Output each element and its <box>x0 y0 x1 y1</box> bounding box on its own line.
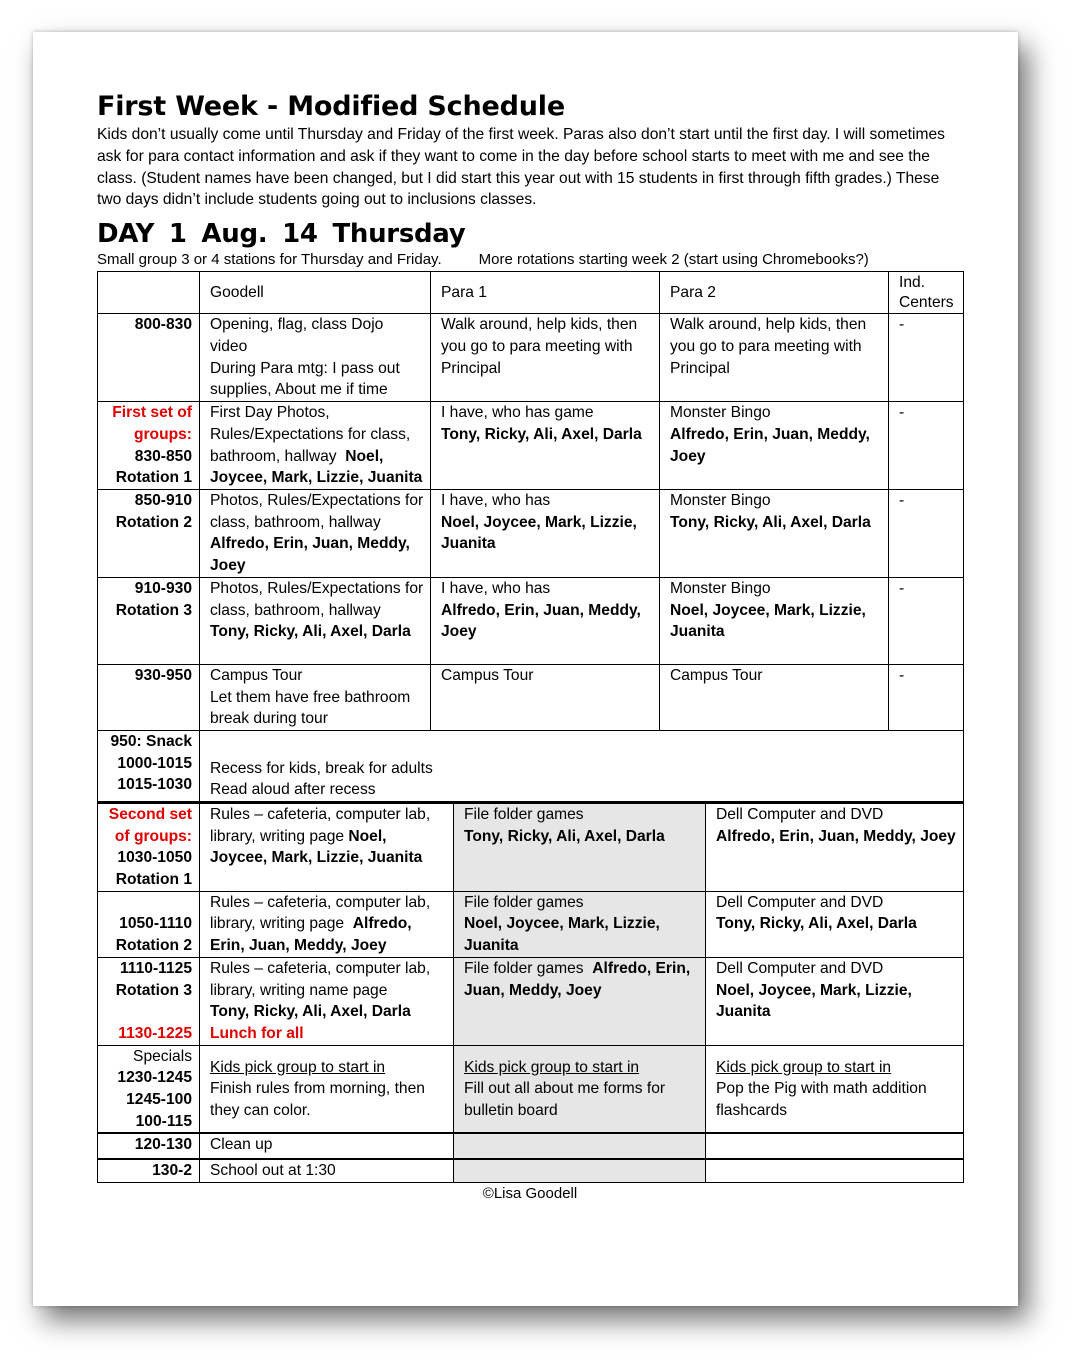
schedule-table <box>97 271 964 802</box>
student-names: Alfredo, Erin, Juan, Meddy, Joey <box>441 601 641 641</box>
para1-cell <box>431 490 660 578</box>
cell-text: Photos, Rules/Expectations for class, bathroom, hallway <box>210 492 424 531</box>
row-time <box>98 891 200 957</box>
rotation-label: Rotation 1 <box>115 871 192 889</box>
table-row <box>98 891 964 957</box>
student-names: Noel, Joycee, Mark, Lizzie, Juanita <box>716 981 912 1021</box>
para1-cell <box>454 1133 706 1159</box>
goodell-cell <box>200 664 431 730</box>
student-names: Noel, Joycee, Mark, Lizzie, Juanita <box>210 827 423 867</box>
para2-cell <box>706 957 964 1045</box>
student-names: Tony, Ricky, Ali, Axel, Darla <box>670 513 871 531</box>
student-names: Noel, Joycee, Mark, Lizzie, Juanita <box>464 915 660 955</box>
goodell-cell <box>200 490 431 578</box>
para1-cell <box>431 577 660 664</box>
cell-text: Finish rules from morning, then they can color. <box>210 1080 425 1119</box>
para2-cell: Walk around, help kids, then you go to para meeting with Principal <box>660 314 889 402</box>
cell-text: Let them have free bathroom break during tour <box>210 688 411 728</box>
student-names: Alfredo, Erin, Juan, Meddy, Joey <box>716 827 956 845</box>
cell-text: Opening, flag, class Dojo video <box>210 316 384 355</box>
goodell-cell <box>200 957 454 1045</box>
time-range: 1000-1015 <box>117 754 192 772</box>
student-names: Alfredo, Erin, Juan, Meddy, Joey <box>210 535 410 575</box>
cell-text: First Day Photos, Rules/Expectations for class, bathroom, hallway <box>210 404 411 465</box>
rotation-label: Rotation 3 <box>115 981 192 999</box>
rotation-label: Rotation 1 <box>115 469 192 487</box>
cell-text: Dell Computer and DVD <box>716 893 884 911</box>
group-label: First set of groups: <box>112 404 192 443</box>
cell-text: Recess for kids, break for adults <box>210 759 433 777</box>
student-names: Tony, Ricky, Ali, Axel, Darla <box>210 1003 411 1021</box>
cell-text: Fill out all about me forms for bulletin board <box>464 1080 666 1119</box>
subnote-right: More rotations starting week 2 (start using Chromebooks?) <box>478 251 869 269</box>
pick-group-note: Kids pick group to start in <box>464 1058 640 1076</box>
cell-text: File folder games <box>464 805 584 823</box>
para2-cell: Campus Tour <box>660 664 889 730</box>
row-time <box>98 490 200 578</box>
ind-cell: - <box>889 402 964 490</box>
para2-cell <box>660 402 889 490</box>
row-time <box>98 577 200 664</box>
para2-cell <box>706 1045 964 1133</box>
student-names: Tony, Ricky, Ali, Axel, Darla <box>441 425 642 443</box>
header-time <box>98 272 200 314</box>
student-names: Alfredo, Erin, Juan, Meddy, Joey <box>210 915 412 955</box>
student-names: Alfredo, Erin, Juan, Meddy, Joey <box>464 959 691 999</box>
student-names: Noel, Joycee, Mark, Lizzie, Juanita <box>441 513 637 553</box>
time-range: 1245-100 <box>126 1091 192 1109</box>
para2-cell <box>706 803 964 891</box>
header-ind: Ind. <box>899 273 926 291</box>
para1-cell <box>454 803 706 891</box>
rotation-label: Rotation 3 <box>115 601 192 619</box>
para2-cell <box>660 577 889 664</box>
recess-cell <box>200 730 964 801</box>
rotation-label: Rotation 2 <box>115 513 192 531</box>
student-names: Noel, Joycee, Mark, Lizzie, Juanita <box>210 447 423 487</box>
document-page <box>33 32 1018 1306</box>
table-row <box>98 730 964 801</box>
cell-text: I have, who has <box>441 579 551 597</box>
student-names: Tony, Ricky, Ali, Axel, Darla <box>716 915 917 933</box>
student-names: Alfredo, Erin, Juan, Meddy, Joey <box>670 425 870 465</box>
specials-label: Specials <box>133 1047 192 1065</box>
header-para1: Para 1 <box>431 272 660 314</box>
table-row <box>98 1045 964 1133</box>
cell-text: Rules – cafeteria, computer lab, library, writing page <box>210 805 431 845</box>
time-range: 950: Snack <box>110 732 192 750</box>
time-range: 1030-1050 <box>117 849 192 867</box>
subnote <box>97 251 963 269</box>
time-range: 850-910 <box>134 492 192 509</box>
para2-cell <box>706 1159 964 1182</box>
cell-text: Dell Computer and DVD <box>716 959 884 977</box>
table-row <box>98 957 964 1045</box>
para1-cell <box>454 1159 706 1182</box>
cell-text: File folder games <box>464 893 584 911</box>
cell-text: Rules – cafeteria, computer lab, library, writing name page <box>210 959 431 999</box>
para1-cell <box>454 957 706 1045</box>
row-time: 120-130 <box>98 1133 200 1159</box>
student-names: Tony, Ricky, Ali, Axel, Darla <box>210 623 411 641</box>
pick-group-note: Kids pick group to start in <box>210 1058 386 1076</box>
ind-cell: - <box>889 664 964 730</box>
para2-cell <box>660 490 889 578</box>
para1-cell <box>454 891 706 957</box>
goodell-cell <box>200 803 454 891</box>
header-centers: Centers <box>899 293 954 311</box>
row-time: 800-830 <box>98 314 200 402</box>
student-names: Noel, Joycee, Mark, Lizzie, Juanita <box>670 601 866 641</box>
time-range: 1230-1245 <box>117 1069 192 1087</box>
cell-text: Monster Bingo <box>670 579 771 597</box>
cell-text: Photos, Rules/Expectations for class, bathroom, hallway <box>210 579 424 619</box>
cell-text: File folder games <box>464 959 584 977</box>
pick-group-note: Kids pick group to start in <box>716 1058 892 1076</box>
time-range: 910-930 <box>134 579 192 597</box>
header-para2: Para 2 <box>660 272 889 314</box>
para2-cell <box>706 891 964 957</box>
lunch-time: 1130-1225 <box>118 1024 192 1042</box>
para1-cell <box>431 402 660 490</box>
goodell-cell: School out at 1:30 <box>200 1159 454 1182</box>
para1-cell <box>454 1045 706 1133</box>
student-names: Tony, Ricky, Ali, Axel, Darla <box>464 827 665 845</box>
row-time <box>98 730 200 801</box>
ind-cell: - <box>889 577 964 664</box>
row-time: 930-950 <box>98 664 200 730</box>
goodell-cell <box>200 1045 454 1133</box>
copyright-footer: ©Lisa Goodell <box>482 1185 578 1203</box>
table-row <box>98 577 964 664</box>
cell-text: Read aloud after recess <box>210 781 376 799</box>
lunch-label: Lunch for all <box>210 1024 304 1042</box>
cell-text: Monster Bingo <box>670 404 771 422</box>
header-goodell: Goodell <box>200 272 431 314</box>
table-row <box>98 803 964 891</box>
cell-text: Pop the Pig with math addition flashcards <box>716 1080 927 1119</box>
para1-cell: Campus Tour <box>431 664 660 730</box>
table-row <box>98 314 964 402</box>
cell-text: Rules – cafeteria, computer lab, library, writing page <box>210 893 431 933</box>
table-row <box>98 1133 964 1159</box>
row-time <box>98 957 200 1045</box>
para2-cell <box>706 1133 964 1159</box>
ind-cell: - <box>889 490 964 578</box>
goodell-cell <box>200 891 454 957</box>
table-row <box>98 1159 964 1182</box>
page-title: First Week - Modified Schedule <box>97 91 565 122</box>
time-range: 100-115 <box>135 1112 192 1130</box>
goodell-cell: Clean up <box>200 1133 454 1159</box>
ind-cell: - <box>889 314 964 402</box>
cell-text: Campus Tour <box>210 666 303 684</box>
group-label: Second set of groups: <box>108 805 192 845</box>
header-ind-centers <box>889 272 964 314</box>
time-range: 1110-1125 <box>120 959 192 977</box>
goodell-cell <box>200 577 431 664</box>
schedule-table-lower <box>97 802 964 1183</box>
cell-text: During Para mtg: I pass out supplies, About me if time <box>210 359 400 399</box>
time-range: 1050-1110 <box>119 915 192 933</box>
time-range: 830-850 <box>134 447 192 465</box>
table-row <box>98 490 964 578</box>
cell-text: Monster Bingo <box>670 492 771 509</box>
day-heading: DAY 1 Aug. 14 Thursday <box>97 219 466 250</box>
row-time <box>98 803 200 891</box>
intro-paragraph: Kids don’t usually come until Thursday and Friday of the first week. Paras also don’t start until the first day. I will sometimes ask for para contact information and ask if they want to come in the day before school starts to meet with me and see the class. (Student names have been changed, but I did start this year out with 15 students in first through fifth grades.) These two days didn’t include students going out to inclusions classes. <box>97 126 945 209</box>
cell-text: Dell Computer and DVD <box>716 805 884 823</box>
table-header-row <box>98 272 964 314</box>
subnote-left: Small group 3 or 4 stations for Thursday and Friday. <box>97 251 442 269</box>
cell-text: I have, who has <box>441 492 551 509</box>
cell-text: I have, who has game <box>441 404 594 422</box>
table-row <box>98 402 964 490</box>
para1-cell: Walk around, help kids, then you go to para meeting with Principal <box>431 314 660 402</box>
table-row <box>98 664 964 730</box>
rotation-label: Rotation 2 <box>115 937 192 955</box>
row-time <box>98 1045 200 1133</box>
time-range: 1015-1030 <box>117 776 192 794</box>
goodell-cell <box>200 314 431 402</box>
goodell-cell <box>200 402 431 490</box>
row-time: 130-2 <box>98 1159 200 1182</box>
document-content <box>97 90 963 1202</box>
row-time <box>98 402 200 490</box>
